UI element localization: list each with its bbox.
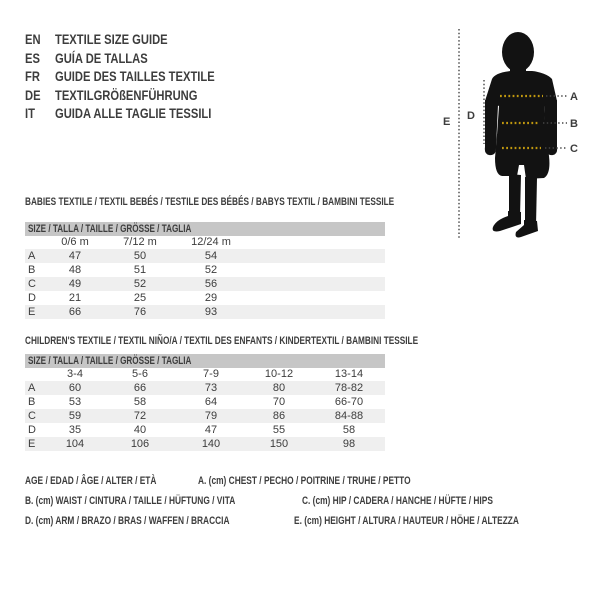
language-row xyxy=(25,30,255,49)
language-code: DE xyxy=(25,86,41,103)
empty-cell xyxy=(245,249,313,263)
size-value: 58 xyxy=(342,424,356,436)
language-code-cell xyxy=(25,30,55,49)
size-value: 52 xyxy=(204,264,218,276)
size-value: 48 xyxy=(68,264,82,276)
language-row xyxy=(25,49,255,68)
size-value: 66-70 xyxy=(334,396,364,408)
table-header-bar xyxy=(25,354,385,368)
legend-line: AGE / EDAD / ÂGE / ALTER / ETÀ xyxy=(25,475,157,487)
child-silhouette-figure xyxy=(440,26,585,240)
size-value: 98 xyxy=(342,438,356,450)
table-header-text: SIZE / TALLA / TAILLE / GRÖSSE / TAGLIA xyxy=(28,355,192,367)
legend-line: D. (cm) ARM / BRAZO / BRAS / WAFFEN / BRACCIA xyxy=(25,515,230,527)
row-label: C xyxy=(28,410,36,422)
table-row xyxy=(25,395,385,409)
language-code-cell xyxy=(25,49,55,68)
size-value: 104 xyxy=(65,438,85,450)
silhouette-left-shoe xyxy=(493,211,521,232)
language-title: TEXTILE SIZE GUIDE xyxy=(55,31,168,47)
column-header: 7/12 m xyxy=(123,236,157,248)
empty-cell xyxy=(313,277,385,291)
column-header: 5-6 xyxy=(132,368,148,380)
column-header-row xyxy=(25,236,385,249)
column-header: 3-4 xyxy=(67,368,83,380)
size-table xyxy=(25,354,385,451)
table-row xyxy=(25,291,385,305)
silhouette-shorts xyxy=(495,134,549,179)
row-label: D xyxy=(28,424,36,436)
language-code: FR xyxy=(25,68,40,84)
language-code-cell xyxy=(25,67,55,86)
size-value: 59 xyxy=(68,410,82,422)
empty-cell xyxy=(313,305,385,319)
silhouette-left-leg xyxy=(509,174,521,217)
size-value: 86 xyxy=(272,410,286,422)
section-title-text: BABIES TEXTILE / TEXTIL BEBÉS / TESTILE DES BÉBÉS / BABYS TEXTIL / BAMBINI TESSILE xyxy=(25,196,395,208)
section-title xyxy=(25,335,419,347)
section-title-text: CHILDREN'S TEXTILE / TEXTIL NIÑO/A / TEXTIL DES ENFANTS / KINDERTEXTIL / BAMBINI TESSILE xyxy=(25,335,419,347)
size-value: 66 xyxy=(68,306,82,318)
size-value: 35 xyxy=(68,424,82,436)
figure-label-c: C xyxy=(570,143,578,155)
size-value: 72 xyxy=(133,410,147,422)
column-header: 7-9 xyxy=(203,368,219,380)
row-label: E xyxy=(28,306,36,318)
table-body xyxy=(25,368,385,451)
row-label: A xyxy=(28,382,36,394)
size-value: 25 xyxy=(133,292,147,304)
size-value: 64 xyxy=(204,396,218,408)
figure-label-a: A xyxy=(570,91,578,103)
size-value: 29 xyxy=(204,292,218,304)
figure-label-e: E xyxy=(443,116,451,128)
table-row xyxy=(25,437,385,451)
legend-line: C. (cm) HIP / CADERA / HANCHE / HÜFTE / HIPS xyxy=(301,495,493,507)
empty-cell xyxy=(245,291,313,305)
size-value: 50 xyxy=(133,250,147,262)
column-header: 13-14 xyxy=(334,368,364,380)
language-row xyxy=(25,86,255,105)
children-table xyxy=(25,335,419,465)
column-header: 12/24 m xyxy=(191,236,231,248)
size-value: 106 xyxy=(130,438,150,450)
table-row xyxy=(25,305,385,319)
language-code: ES xyxy=(25,49,40,66)
size-value: 79 xyxy=(204,410,218,422)
child-silhouette xyxy=(485,32,557,237)
figure-label-b: B xyxy=(570,118,578,130)
row-label: B xyxy=(28,396,36,408)
table-header-text: SIZE / TALLA / TAILLE / GRÖSSE / TAGLIA xyxy=(28,223,192,235)
language-list xyxy=(25,30,255,123)
empty-cell xyxy=(313,249,385,263)
size-value: 51 xyxy=(133,264,147,276)
measurement-legend xyxy=(25,471,600,531)
table-row xyxy=(25,409,385,423)
size-value: 93 xyxy=(204,306,218,318)
babies-table xyxy=(25,196,400,326)
table-row xyxy=(25,263,385,277)
size-value: 73 xyxy=(204,382,218,394)
column-header-empty xyxy=(245,236,313,249)
empty-cell xyxy=(313,263,385,277)
column-header-empty xyxy=(313,236,385,249)
language-row xyxy=(25,104,255,123)
size-value: 49 xyxy=(68,278,82,290)
empty-cell xyxy=(245,277,313,291)
size-value: 55 xyxy=(272,424,286,436)
size-value: 140 xyxy=(201,438,221,450)
legend-line: E. (cm) HEIGHT / ALTURA / HAUTEUR / HÖHE / ALTEZZA xyxy=(294,515,520,527)
empty-cell xyxy=(313,291,385,305)
figure-label-d: D xyxy=(467,110,475,122)
size-value: 66 xyxy=(133,382,147,394)
column-header-blank xyxy=(25,236,47,249)
row-label: A xyxy=(28,250,36,262)
table-body xyxy=(25,236,385,319)
size-value: 78-82 xyxy=(334,382,364,394)
column-header-row xyxy=(25,368,385,381)
size-value: 60 xyxy=(68,382,82,394)
size-value: 52 xyxy=(133,278,147,290)
size-table xyxy=(25,222,385,319)
table-row xyxy=(25,249,385,263)
language-row xyxy=(25,67,255,86)
size-value: 54 xyxy=(204,250,218,262)
empty-cell xyxy=(245,263,313,277)
language-title: GUIDE DES TAILLES TEXTILE xyxy=(55,68,215,84)
size-value: 53 xyxy=(68,396,82,408)
size-value: 150 xyxy=(269,438,289,450)
silhouette-right-leg xyxy=(525,177,537,226)
table-row xyxy=(25,381,385,395)
size-value: 58 xyxy=(133,396,147,408)
row-label: B xyxy=(28,264,36,276)
size-value: 70 xyxy=(272,396,286,408)
language-title: TEXTILGRÖßENFÜHRUNG xyxy=(55,86,198,103)
row-label: D xyxy=(28,292,36,304)
size-value: 56 xyxy=(204,278,218,290)
table-row xyxy=(25,277,385,291)
column-header-blank xyxy=(25,368,47,381)
language-code-cell xyxy=(25,104,55,123)
legend-line: B. (cm) WAIST / CINTURA / TAILLE / HÜFTUNG / VITA xyxy=(25,495,236,507)
language-title: GUÍA DE TALLAS xyxy=(55,49,148,66)
language-code: IT xyxy=(25,105,35,121)
language-code-cell xyxy=(25,86,55,105)
column-header: 0/6 m xyxy=(61,236,89,248)
row-label: C xyxy=(28,278,36,290)
language-code: EN xyxy=(25,31,41,47)
row-label: E xyxy=(28,438,36,450)
section-title xyxy=(25,196,400,208)
size-value: 40 xyxy=(133,424,147,436)
language-title: GUIDA ALLE TAGLIE TESSILI xyxy=(55,105,212,121)
size-value: 76 xyxy=(133,306,147,318)
legend-line: A. (cm) CHEST / PECHO / POITRINE / TRUHE / PETTO xyxy=(197,475,411,487)
size-value: 47 xyxy=(68,250,82,262)
size-value: 47 xyxy=(204,424,218,436)
empty-cell xyxy=(245,305,313,319)
size-value: 21 xyxy=(68,292,82,304)
size-value: 80 xyxy=(272,382,286,394)
column-header: 10-12 xyxy=(264,368,294,380)
table-header-bar xyxy=(25,222,385,236)
table-row xyxy=(25,423,385,437)
size-value: 84-88 xyxy=(334,410,364,422)
